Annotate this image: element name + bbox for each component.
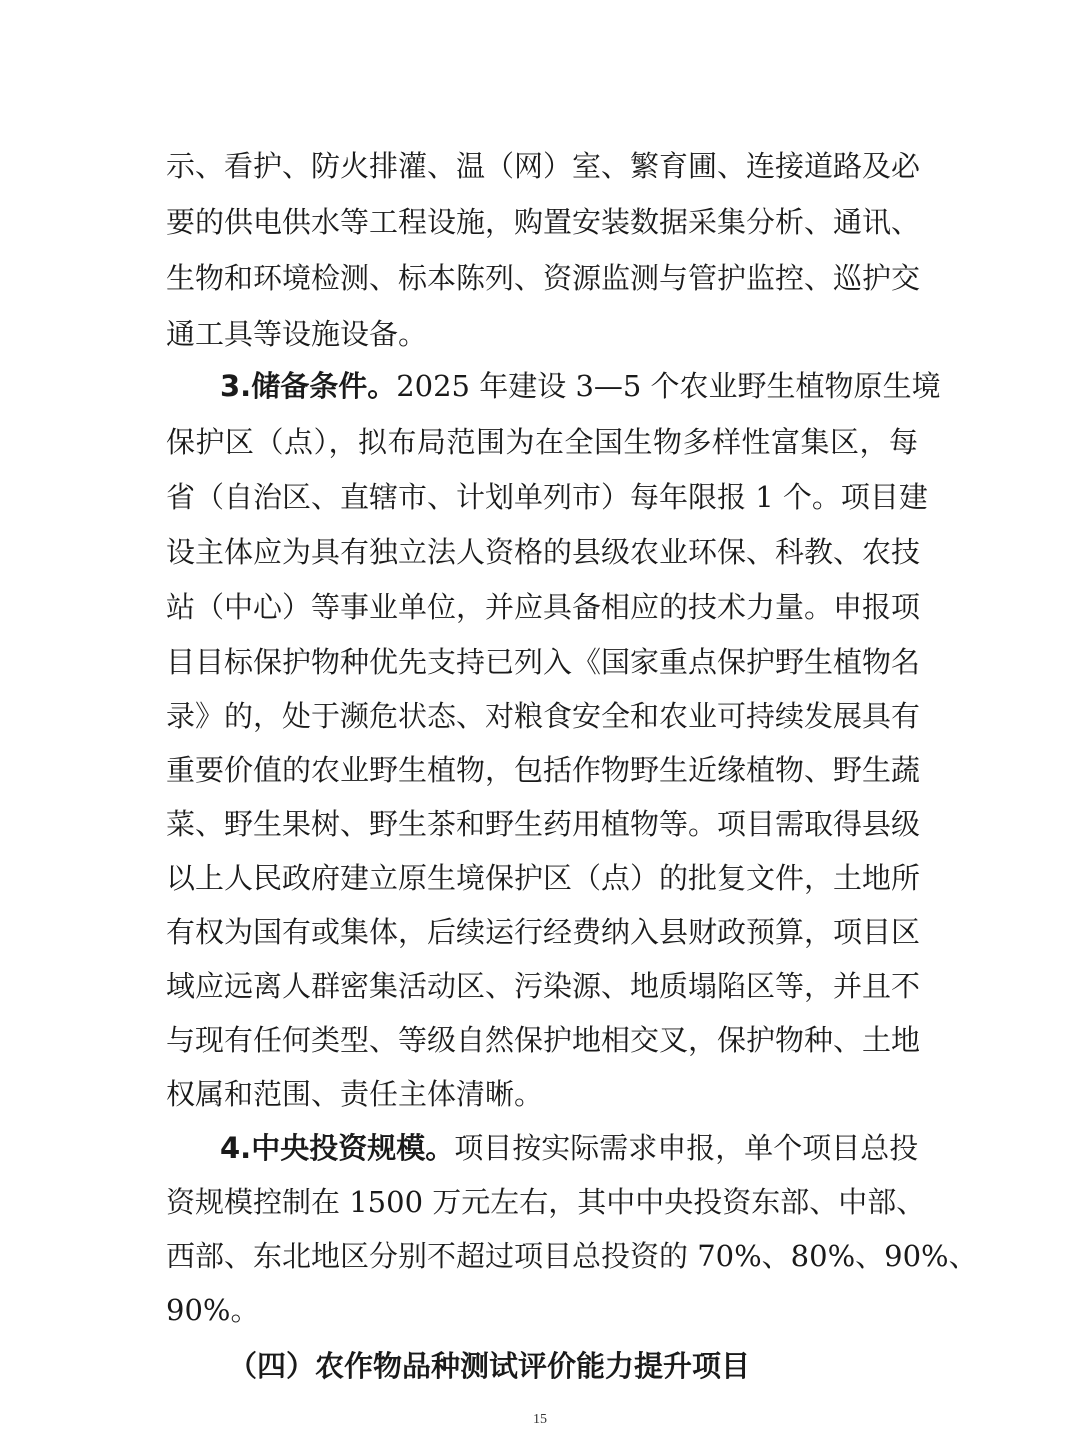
section-heading-4: （四）农作物品种测试评价能力提升项目 <box>228 1349 751 1383</box>
paragraph-line: 域应远离人群密集活动区、污染源、地质塌陷区等，并且不 <box>166 969 921 1003</box>
paragraph-line: 要的供电供水等工程设施，购置安装数据采集分析、通讯、 <box>166 205 921 239</box>
paragraph-line: 省（自治区、直辖市、计划单列市）每年限报 1 个。项目建 <box>166 480 928 514</box>
paragraph-line: 有权为国有或集体，后续运行经费纳入县财政预算，项目区 <box>166 915 921 949</box>
section-4-title: 4.中央投资规模。 <box>220 1131 455 1165</box>
section-4-first-line <box>220 1118 918 1178</box>
page-number: 15 <box>533 1412 547 1427</box>
paragraph-line: 资规模控制在 1500 万元左右，其中中央投资东部、中部、 <box>166 1185 926 1219</box>
paragraph-line: 设主体应为具有独立法人资格的县级农业环保、科教、农技 <box>166 535 921 569</box>
paragraph-line: 示、看护、防火排灌、温（网）室、繁育圃、连接道路及必 <box>166 149 921 183</box>
paragraph-line: 站（中心）等事业单位，并应具备相应的技术力量。申报项 <box>166 590 921 624</box>
section-3-title: 3.储备条件。 <box>220 369 397 403</box>
section-3-first-line <box>220 356 941 416</box>
paragraph-line: 权属和范围、责任主体清晰。 <box>166 1077 544 1111</box>
section-4-first-line-text: 项目按实际需求申报，单个项目总投 <box>454 1131 919 1165</box>
paragraph-line: 通工具等设施设备。 <box>166 317 428 351</box>
section-3-first-line-text: 2025 年建设 3—5 个农业野生植物原生境 <box>396 369 941 403</box>
paragraph-line: 重要价值的农业野生植物，包括作物野生近缘植物、野生蔬 <box>166 753 921 787</box>
paragraph-line: 目目标保护物种优先支持已列入《国家重点保护野生植物名 <box>166 645 921 679</box>
paragraph-line: 录》的，处于濒危状态、对粮食安全和农业可持续发展具有 <box>166 699 921 733</box>
paragraph-line: 以上人民政府建立原生境保护区（点）的批复文件，土地所 <box>166 861 921 895</box>
paragraph-line: 生物和环境检测、标本陈列、资源监测与管护监控、巡护交 <box>166 261 921 295</box>
paragraph-line: 90%。 <box>166 1293 260 1327</box>
paragraph-line: 菜、野生果树、野生茶和野生药用植物等。项目需取得县级 <box>166 807 921 841</box>
paragraph-line: 与现有任何类型、等级自然保护地相交叉，保护物种、土地 <box>166 1023 921 1057</box>
paragraph-line: 保护区（点），拟布局范围为在全国生物多样性富集区，每 <box>166 425 918 459</box>
paragraph-line: 西部、东北地区分别不超过项目总投资的 70%、80%、90%、 <box>166 1239 978 1273</box>
